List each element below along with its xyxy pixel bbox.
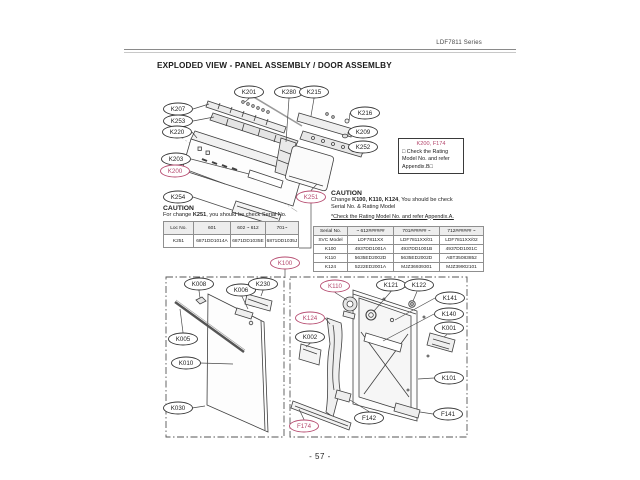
- cell: K110: [314, 254, 348, 263]
- col-header: 601: [194, 222, 231, 235]
- callout-f174: [290, 420, 319, 432]
- col-header: Serial No.: [314, 227, 348, 236]
- cell: 5635ED2002D: [394, 254, 440, 263]
- svg-text:K100: K100: [277, 260, 293, 268]
- callout-k121: [377, 279, 406, 291]
- svg-text:K230: K230: [255, 281, 271, 289]
- rating-note-text: □ Check the Rating Model No. and refer Appendix.B□: [402, 149, 450, 170]
- svg-text:K209: K209: [355, 129, 371, 137]
- table-row: [314, 236, 484, 245]
- svg-text:K101: K101: [441, 375, 457, 383]
- svg-text:F141: F141: [440, 411, 456, 419]
- cell: 4937DD1001C: [440, 245, 484, 254]
- caution-right: [331, 190, 491, 220]
- page-number: - 57 -: [309, 452, 331, 461]
- page-header-series: LDF7811 Series: [436, 40, 482, 46]
- svg-text:K002: K002: [302, 334, 318, 342]
- callout-k209: [349, 126, 378, 138]
- callout-k252: [349, 141, 378, 153]
- callout-k216: [351, 107, 380, 119]
- callout-k220: [163, 126, 192, 138]
- svg-text:K251: K251: [303, 194, 319, 202]
- callout-k215: [300, 86, 329, 98]
- caution-right-line2: Serial No. & Rating Model: [331, 204, 396, 211]
- callout-k010: [172, 357, 201, 369]
- svg-text:K252: K252: [355, 144, 371, 152]
- caution-right-note: *Check the Rating Model No. and refer Appendix.A.: [331, 213, 454, 220]
- col-header: Loc No.: [164, 222, 194, 235]
- caution-left-heading: CAUTION: [163, 205, 194, 212]
- callout-k203: [162, 153, 191, 165]
- cell: 6871DD1035E: [231, 235, 266, 248]
- cell: ABT35083852: [440, 254, 484, 263]
- page-title: EXPLODED VIEW - PANEL ASSEMBLY / DOOR ASSEMLBY: [157, 61, 392, 70]
- cell: LDF7811XX: [348, 236, 394, 245]
- svg-text:K010: K010: [178, 360, 194, 368]
- callout-k122: [405, 279, 434, 291]
- serial-rating-table: [313, 226, 484, 272]
- cell: LDF7811XX/01: [394, 236, 440, 245]
- svg-text:K140: K140: [441, 311, 457, 319]
- callout-k141: [436, 292, 465, 304]
- caution-right-line1: Change K100, K110, K124, You should be check: [331, 197, 453, 203]
- button-row: [242, 101, 270, 114]
- cell: 6871DD1014A: [194, 235, 231, 248]
- caution-left-table: [163, 221, 299, 248]
- table-row: [314, 245, 484, 254]
- svg-text:K122: K122: [411, 282, 427, 290]
- svg-text:K280: K280: [281, 89, 297, 97]
- callout-k005: [169, 333, 198, 345]
- col-header: 712###### ~: [440, 227, 484, 236]
- svg-text:F142: F142: [361, 415, 377, 423]
- callout-k124: [296, 312, 325, 324]
- cell: 4937DD1001B: [394, 245, 440, 254]
- caution-left-text: For change K251, you should be check Serial No.: [163, 212, 287, 218]
- svg-text:K201: K201: [241, 89, 257, 97]
- callout-k253: [164, 115, 193, 127]
- callout-k101: [435, 372, 464, 384]
- callout-k030: [164, 402, 193, 414]
- callout-k140: [435, 308, 464, 320]
- cell: 6871DD1035J: [266, 235, 299, 248]
- col-header: 701~: [266, 222, 299, 235]
- cell: K251: [164, 235, 194, 248]
- callout-f141: [434, 408, 463, 420]
- callout-f142: [355, 412, 384, 424]
- cell: LDF7811XX/02: [440, 236, 484, 245]
- col-header: ~ 612######: [348, 227, 394, 236]
- cell: K124: [314, 263, 348, 272]
- callout-k001: [435, 322, 464, 334]
- svg-text:K005: K005: [175, 336, 191, 344]
- col-header: 602 ~ 612: [231, 222, 266, 235]
- cell: MJZ36939301: [394, 263, 440, 272]
- caution-right-heading: CAUTION: [331, 190, 362, 197]
- svg-text:K006: K006: [233, 287, 249, 295]
- callout-k200: [161, 165, 190, 177]
- svg-text:K254: K254: [170, 194, 186, 202]
- table-row: [314, 254, 484, 263]
- rating-note-title: K200, F174: [416, 141, 446, 147]
- callout-k207: [164, 103, 193, 115]
- rating-note-box: [398, 138, 464, 174]
- callout-k201: [235, 86, 264, 98]
- caution-left: [163, 205, 313, 248]
- svg-text:K203: K203: [168, 156, 184, 164]
- svg-text:K207: K207: [170, 106, 186, 114]
- callout-k100: [271, 257, 300, 269]
- callout-k251: [297, 191, 326, 203]
- table-row: [164, 235, 299, 248]
- svg-text:F174: F174: [296, 423, 312, 431]
- cell: 5222ED2001A: [348, 263, 394, 272]
- svg-text:K253: K253: [170, 118, 186, 126]
- callout-k008: [185, 278, 214, 290]
- cell: SVC Model: [314, 236, 348, 245]
- svg-text:K200: K200: [167, 168, 183, 176]
- cell: 4937DD1001A: [348, 245, 394, 254]
- callout-k230: [249, 278, 278, 290]
- svg-text:K008: K008: [191, 281, 207, 289]
- svg-text:K220: K220: [169, 129, 185, 137]
- cell: 5635ED2002D: [348, 254, 394, 263]
- cell: MJZ39902101: [440, 263, 484, 272]
- svg-text:K121: K121: [383, 282, 399, 290]
- svg-text:K216: K216: [357, 110, 373, 118]
- svg-text:K030: K030: [170, 405, 186, 413]
- svg-text:K110: K110: [328, 283, 342, 291]
- col-header: 701###### ~: [394, 227, 440, 236]
- callout-k002: [296, 331, 325, 343]
- cell: K100: [314, 245, 348, 254]
- callout-k110: [321, 280, 350, 292]
- svg-text:K001: K001: [441, 325, 457, 333]
- callout-k254: [164, 191, 193, 203]
- svg-text:K124: K124: [302, 315, 318, 323]
- svg-text:K215: K215: [306, 89, 322, 97]
- svg-text:K141: K141: [442, 295, 458, 303]
- table-row: [314, 263, 484, 272]
